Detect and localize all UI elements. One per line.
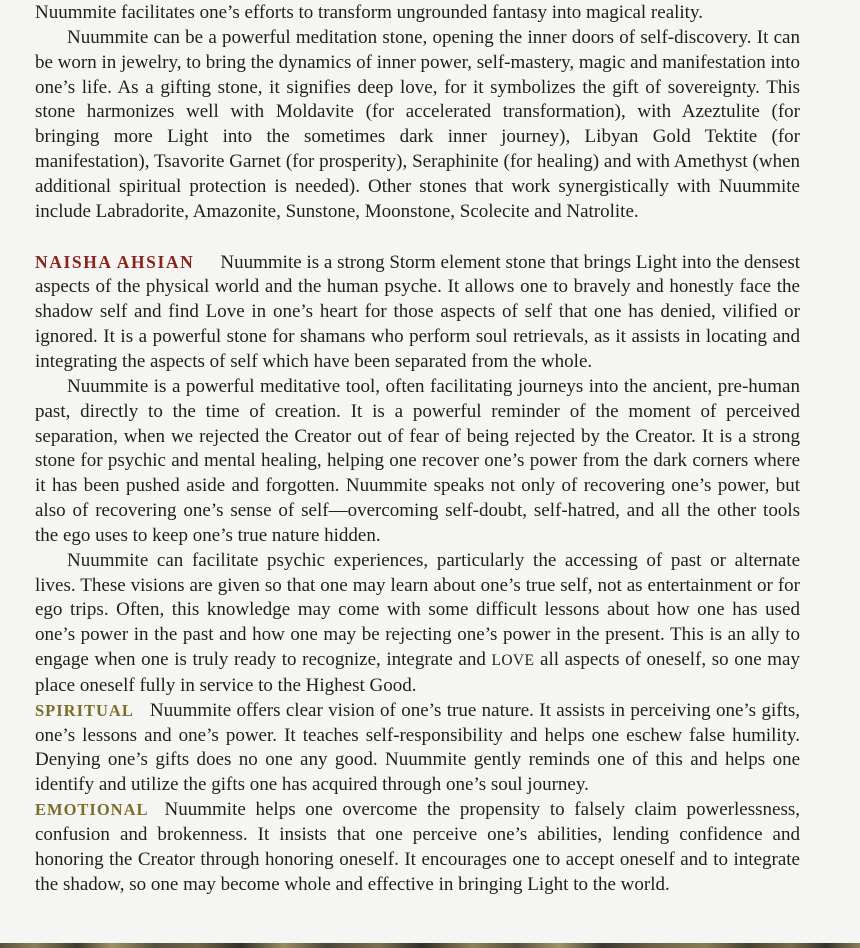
emotional-section-label: EMOTIONAL xyxy=(35,800,149,820)
paragraph-text: Nuummite can facilitate psychic experiences, particularly the accessing of past or alternate lives. These visions are given so that one may learn about one’s true self, not as entertainment or for ego trips. Often, this knowledge may come with some difficult lessons about how one has used one’s power in the past and how one may be rejecting one’s power in the present. This is an ally to engage when one is truly ready to recognize, integrate and xyxy=(35,549,800,671)
spiritual-section-label: SPIRITUAL xyxy=(35,700,134,720)
photo-top-edge xyxy=(0,943,860,948)
paragraph-text: Nuummite is a strong Storm element stone that brings Light into the densest aspects of the physical world and the human psyche. It allows one to bravely and honestly face the shadow self and find Love in one’s heart for those aspects of self that one has denied, vilified or ignored. It is a powerful stone for shamans who perform soul retrievals, as it assists in locating and integrating the aspects of self which have been separated from the whole. xyxy=(35,251,800,372)
paragraph-spiritual xyxy=(35,699,800,798)
paragraph-text: Nuummite helps one overcome the propensity to falsely claim powerlessness, confusion and brokenness. It insists that one perceive one’s abilities, lending confidence and honoring the Creator through honoring oneself. It encourages one to accept oneself and to integrate the shadow, so one may become whole and effective in bringing Light to the world. xyxy=(35,799,800,895)
paragraph-continuation: Nuummite facilitates one’s efforts to transform ungrounded fantasy into magical reality. xyxy=(35,2,703,23)
author-name-label: NAISHA AHSIAN xyxy=(35,251,195,272)
smallcaps-love: LOVE xyxy=(491,652,535,670)
paragraph-body xyxy=(35,549,800,699)
paragraph-body: Nuummite is a powerful meditative tool, often facilitating journeys into the ancient, pre-human past, directly to the time of creation. It is a powerful reminder of the moment of perceived separation, when we rejected the Creator out of fear of being rejected by the Creator. It is a strong stone for psychic and mental healing, helping one recover one’s power from the dark corners where it has been pushed aside and forgotten. Nuummite speaks not only of recovering one’s power, but also of recovering one’s sense of self—overcoming self-doubt, self-hatred, and all the other tools the ego uses to keep one’s true nature hidden. xyxy=(35,375,800,546)
paragraph-emotional xyxy=(35,798,800,897)
paragraph-naisha-ahsian xyxy=(35,250,800,375)
paragraph-text: all aspects of oneself, so one may place oneself fully in service to the Highest Good. xyxy=(35,649,800,696)
paragraph-text: Nuummite offers clear vision of one’s true nature. It assists in perceiving one’s gifts, one’s lessons and one’s power. It teaches self-responsibility and helps one eschew false humility. Denying one’s gifts does no one any good. Nuummite gently reminds one of this and helps one identify and utilize the gifts one has acquired through one’s soul journey. xyxy=(35,699,800,796)
page-text-column xyxy=(35,1,800,898)
paragraph-body: Nuummite can be a powerful meditation stone, opening the inner doors of self-discovery. It can be worn in jewelry, to bring the dynamics of inner power, self-mastery, magic and manifestation into one’s life. As a gifting stone, it signifies deep love, for it symbolizes the gift of sovereignty. This stone harmonizes well with Moldavite (for accelerated transformation), with Azeztulite (for bringing more Light into the sometimes dark inner journey), Libyan Gold Tektite (for manifestation), Tsavorite Garnet (for prosperity), Seraphinite (for healing) and with Amethyst (when additional spiritual protection is needed). Other stones that work synergistically with Nuummite include Labradorite, Amazonite, Sunstone, Moonstone, Scolecite and Natrolite. xyxy=(35,26,801,222)
